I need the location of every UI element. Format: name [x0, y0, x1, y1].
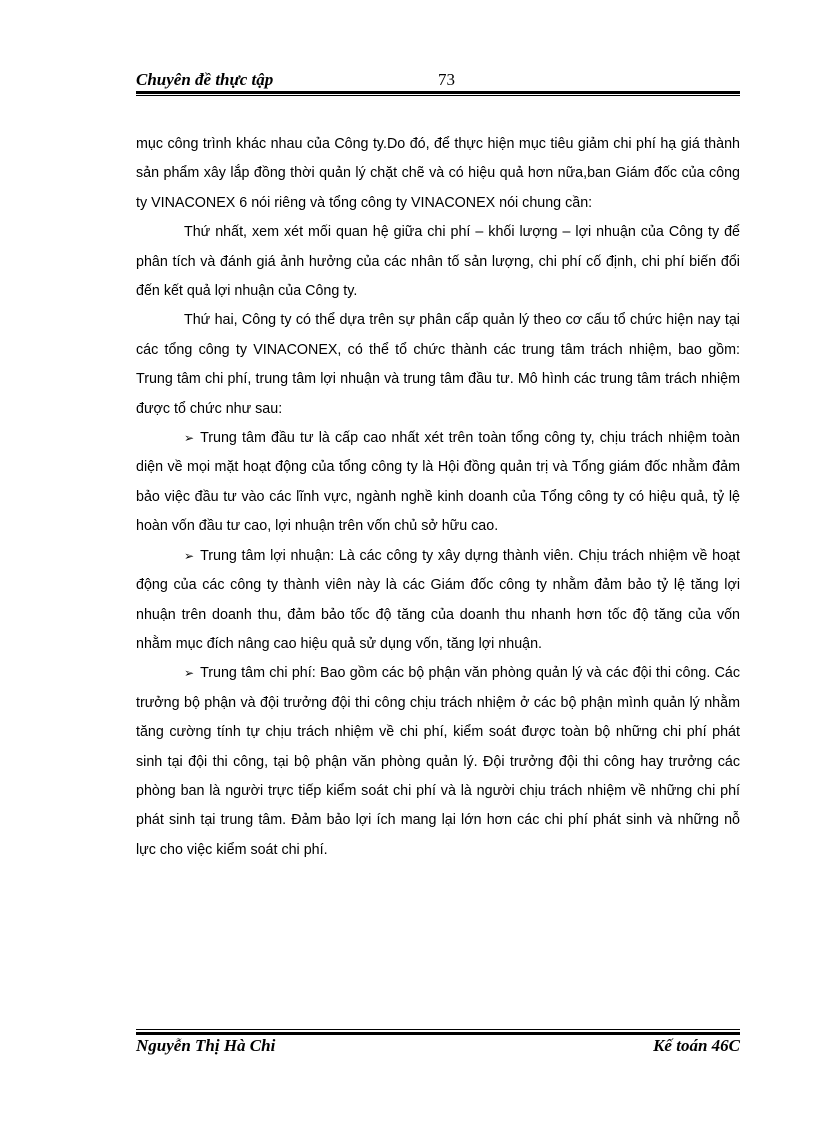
footer-author: Nguyễn Thị Hà Chi [136, 1036, 276, 1055]
bullet-text: Trung tâm lợi nhuận: Là các công ty xây dựng thành viên. Chịu trách nhiệm về hoạt động của các công ty thành viên này là các Giám đốc công ty nhằm đảm bảo tỷ lệ tăng lợi nhuận trên doanh thu, đảm bảo tốc độ tăng của doanh thu nhanh hơn tốc độ tăng của vốn nhằm mục đích nâng cao hiệu quả sử dụng vốn, tăng lợi nhuận. [136, 547, 740, 652]
footer-class: Kế toán 46C [653, 1036, 740, 1055]
bullet-text: Trung tâm chi phí: Bao gồm các bộ phận văn phòng quản lý và các đội thi công. Các trưởng bộ phận và đội trưởng đội thi công chịu trách nhiệm ở các bộ phận mình quản lý nhằm tăng cường tính tự chịu trách nhiệm về chi phí, kiểm soát được toàn bộ những chi phí phát sinh tại đội thi công, tại bộ phận văn phòng quản lý. Đội trưởng đội thi công hay trưởng các phòng ban là người trực tiếp kiểm soát chi phí và là người chịu trách nhiệm về những chi phí phát sinh tại trung tâm. Đảm bảo lợi ích mang lại lớn hơn các chi phí phát sinh và những nỗ lực cho việc kiểm soát chi phí. [136, 665, 740, 858]
bullet-item-cost-center [136, 659, 740, 865]
arrow-bullet-icon: ➢ [184, 666, 195, 681]
page-number: 73 [438, 70, 455, 89]
header-title: Chuyên đề thực tập [136, 70, 274, 89]
bullet-item-investment-center [136, 424, 740, 542]
body-text [136, 130, 740, 865]
arrow-bullet-icon: ➢ [184, 431, 195, 446]
arrow-bullet-icon: ➢ [184, 548, 195, 563]
page-footer [136, 1036, 740, 1060]
bullet-text: Trung tâm đầu tư là cấp cao nhất xét trên toàn tổng công ty, chịu trách nhiệm toàn diện về mọi mặt hoạt động của tổng công ty là Hội đồng quản trị và Tổng giám đốc nhằm đảm bảo việc đầu tư vào các lĩnh vực, ngành nghề kinh doanh của Tổng công ty có hiệu quả, tỷ lệ hoàn vốn đầu tư cao, lợi nhuận trên vốn chủ sở hữu cao. [136, 430, 740, 535]
bullet-item-profit-center [136, 542, 740, 660]
paragraph-intro: mục công trình khác nhau của Công ty.Do đó, để thực hiện mục tiêu giảm chi phí hạ giá thành sản phẩm xây lắp đồng thời quản lý chặt chẽ và có hiệu quả hơn nữa,ban Giám đốc của công ty VINACONEX 6 nói riêng và tổng công ty VINACONEX nói chung cần: [136, 136, 740, 211]
paragraph-second: Thứ hai, Công ty có thể dựa trên sự phân cấp quản lý theo cơ cấu tổ chức hiện nay tại các tổng công ty VINACONEX, có thể tổ chức thành các trung tâm trách nhiệm, bao gồm: Trung tâm chi phí, trung tâm lợi nhuận và trung tâm đầu tư. Mô hình các trung tâm trách nhiệm được tổ chức như sau: [136, 312, 740, 417]
footer-rule-thick [136, 1032, 740, 1035]
paragraph-first: Thứ nhất, xem xét mối quan hệ giữa chi phí – khối lượng – lợi nhuận của Công ty để phân tích và đánh giá ảnh hưởng của các nhân tố sản lượng, chi phí cố định, chi phí biến đổi đến kết quả lợi nhuận của Công ty. [136, 224, 740, 300]
header-rule-thick [136, 91, 740, 94]
footer-rule-thin [136, 1029, 740, 1030]
header-rule-thin [136, 95, 740, 96]
